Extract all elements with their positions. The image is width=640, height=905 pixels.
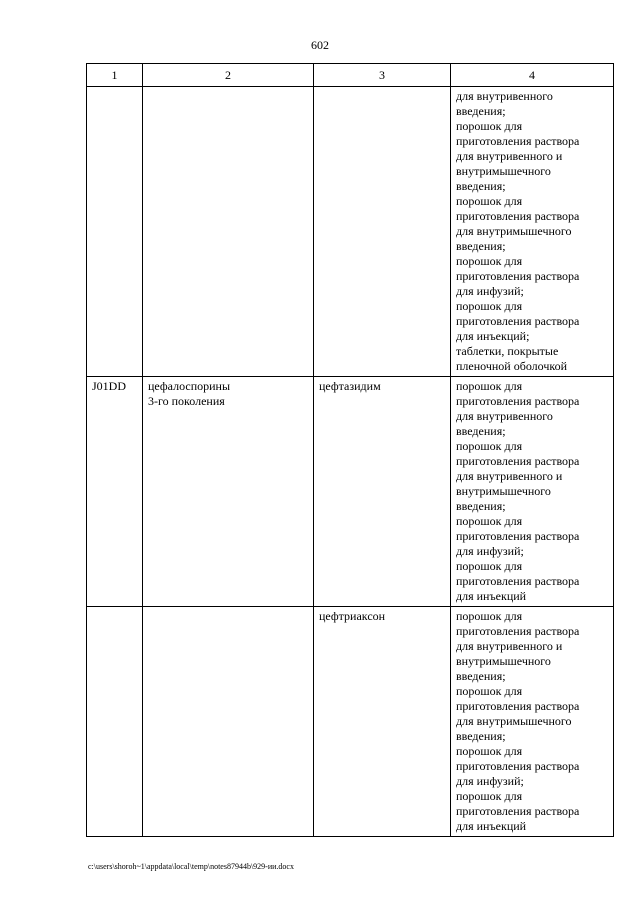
table-header-row (87, 64, 614, 87)
dosage-form-line: внутримышечного (456, 484, 551, 498)
dosage-form-line: для внутривенного и (456, 469, 563, 483)
table-row (87, 87, 614, 377)
dosage-form-line: для инфузий; (456, 284, 524, 298)
dosage-form-line: порошок для (456, 559, 523, 573)
dosage-form-line: приготовления раствора (456, 209, 580, 223)
dosage-forms-cell (451, 607, 614, 837)
dosage-form-line: порошок для (456, 684, 523, 698)
table-row (87, 377, 614, 607)
table-row (87, 607, 614, 837)
drug-cell (314, 87, 451, 377)
column-header-4: 4 (451, 64, 614, 87)
dosage-form-line: введения; (456, 669, 506, 683)
dosage-form-line: введения; (456, 729, 506, 743)
dosage-form-line: внутримышечного (456, 164, 551, 178)
dosage-form-line: порошок для (456, 254, 523, 268)
footer-file-path: c:\users\shoroh~1\appdata\local\temp\notes87944b\929-ии.docx (88, 862, 294, 871)
dosage-form-line: порошок для (456, 379, 523, 393)
dosage-forms-cell (451, 87, 614, 377)
dosage-form-line: для внутривенного и (456, 639, 563, 653)
atc-code-cell (87, 87, 143, 377)
dosage-form-line: приготовления раствора (456, 759, 580, 773)
dosage-form-line: для инъекций; (456, 329, 530, 343)
dosage-form-line: порошок для (456, 609, 523, 623)
dosage-form-line: для внутривенного (456, 89, 553, 103)
dosage-form-line: введения; (456, 179, 506, 193)
dosage-form-line: порошок для (456, 514, 523, 528)
atc-code-cell: J01DD (87, 377, 143, 607)
group-cell (143, 377, 314, 607)
dosage-form-line: приготовления раствора (456, 804, 580, 818)
dosage-form-line: для внутримышечного (456, 714, 572, 728)
group-line: 3-го поколения (148, 394, 225, 408)
dosage-form-line: введения; (456, 104, 506, 118)
dosage-form-line: приготовления раствора (456, 314, 580, 328)
group-cell (143, 87, 314, 377)
dosage-form-line: порошок для (456, 744, 523, 758)
column-header-3: 3 (314, 64, 451, 87)
dosage-form-line: пленочной оболочкой (456, 359, 568, 373)
drug-cell: цефтазидим (314, 377, 451, 607)
dosage-forms-cell (451, 377, 614, 607)
dosage-form-line: для внутривенного и (456, 149, 563, 163)
dosage-form-line: для внутривенного (456, 409, 553, 423)
column-header-2: 2 (143, 64, 314, 87)
dosage-form-line: введения; (456, 499, 506, 513)
dosage-form-line: порошок для (456, 789, 523, 803)
dosage-form-line: приготовления раствора (456, 454, 580, 468)
group-line: цефалоспорины (148, 379, 231, 393)
dosage-form-line: для инъекций (456, 589, 527, 603)
dosage-form-line: приготовления раствора (456, 699, 580, 713)
dosage-form-line: порошок для (456, 194, 523, 208)
dosage-form-line: приготовления раствора (456, 529, 580, 543)
dosage-form-line: приготовления раствора (456, 269, 580, 283)
dosage-form-line: порошок для (456, 299, 523, 313)
dosage-form-line: внутримышечного (456, 654, 551, 668)
dosage-form-line: приготовления раствора (456, 574, 580, 588)
drug-cell: цефтриаксон (314, 607, 451, 837)
column-header-1: 1 (87, 64, 143, 87)
dosage-form-line: введения; (456, 239, 506, 253)
dosage-form-line: приготовления раствора (456, 624, 580, 638)
dosage-form-line: для внутримышечного (456, 224, 572, 238)
dosage-form-line: для инфузий; (456, 774, 524, 788)
atc-code-cell (87, 607, 143, 837)
page-number: 602 (311, 38, 329, 52)
dosage-form-line: для инфузий; (456, 544, 524, 558)
dosage-form-line: таблетки, покрытые (456, 344, 559, 358)
dosage-form-line: приготовления раствора (456, 134, 580, 148)
dosage-form-line: приготовления раствора (456, 394, 580, 408)
dosage-form-line: порошок для (456, 439, 523, 453)
group-cell (143, 607, 314, 837)
drug-table (86, 63, 614, 837)
dosage-form-line: для инъекций (456, 819, 527, 833)
dosage-form-line: введения; (456, 424, 506, 438)
dosage-form-line: порошок для (456, 119, 523, 133)
